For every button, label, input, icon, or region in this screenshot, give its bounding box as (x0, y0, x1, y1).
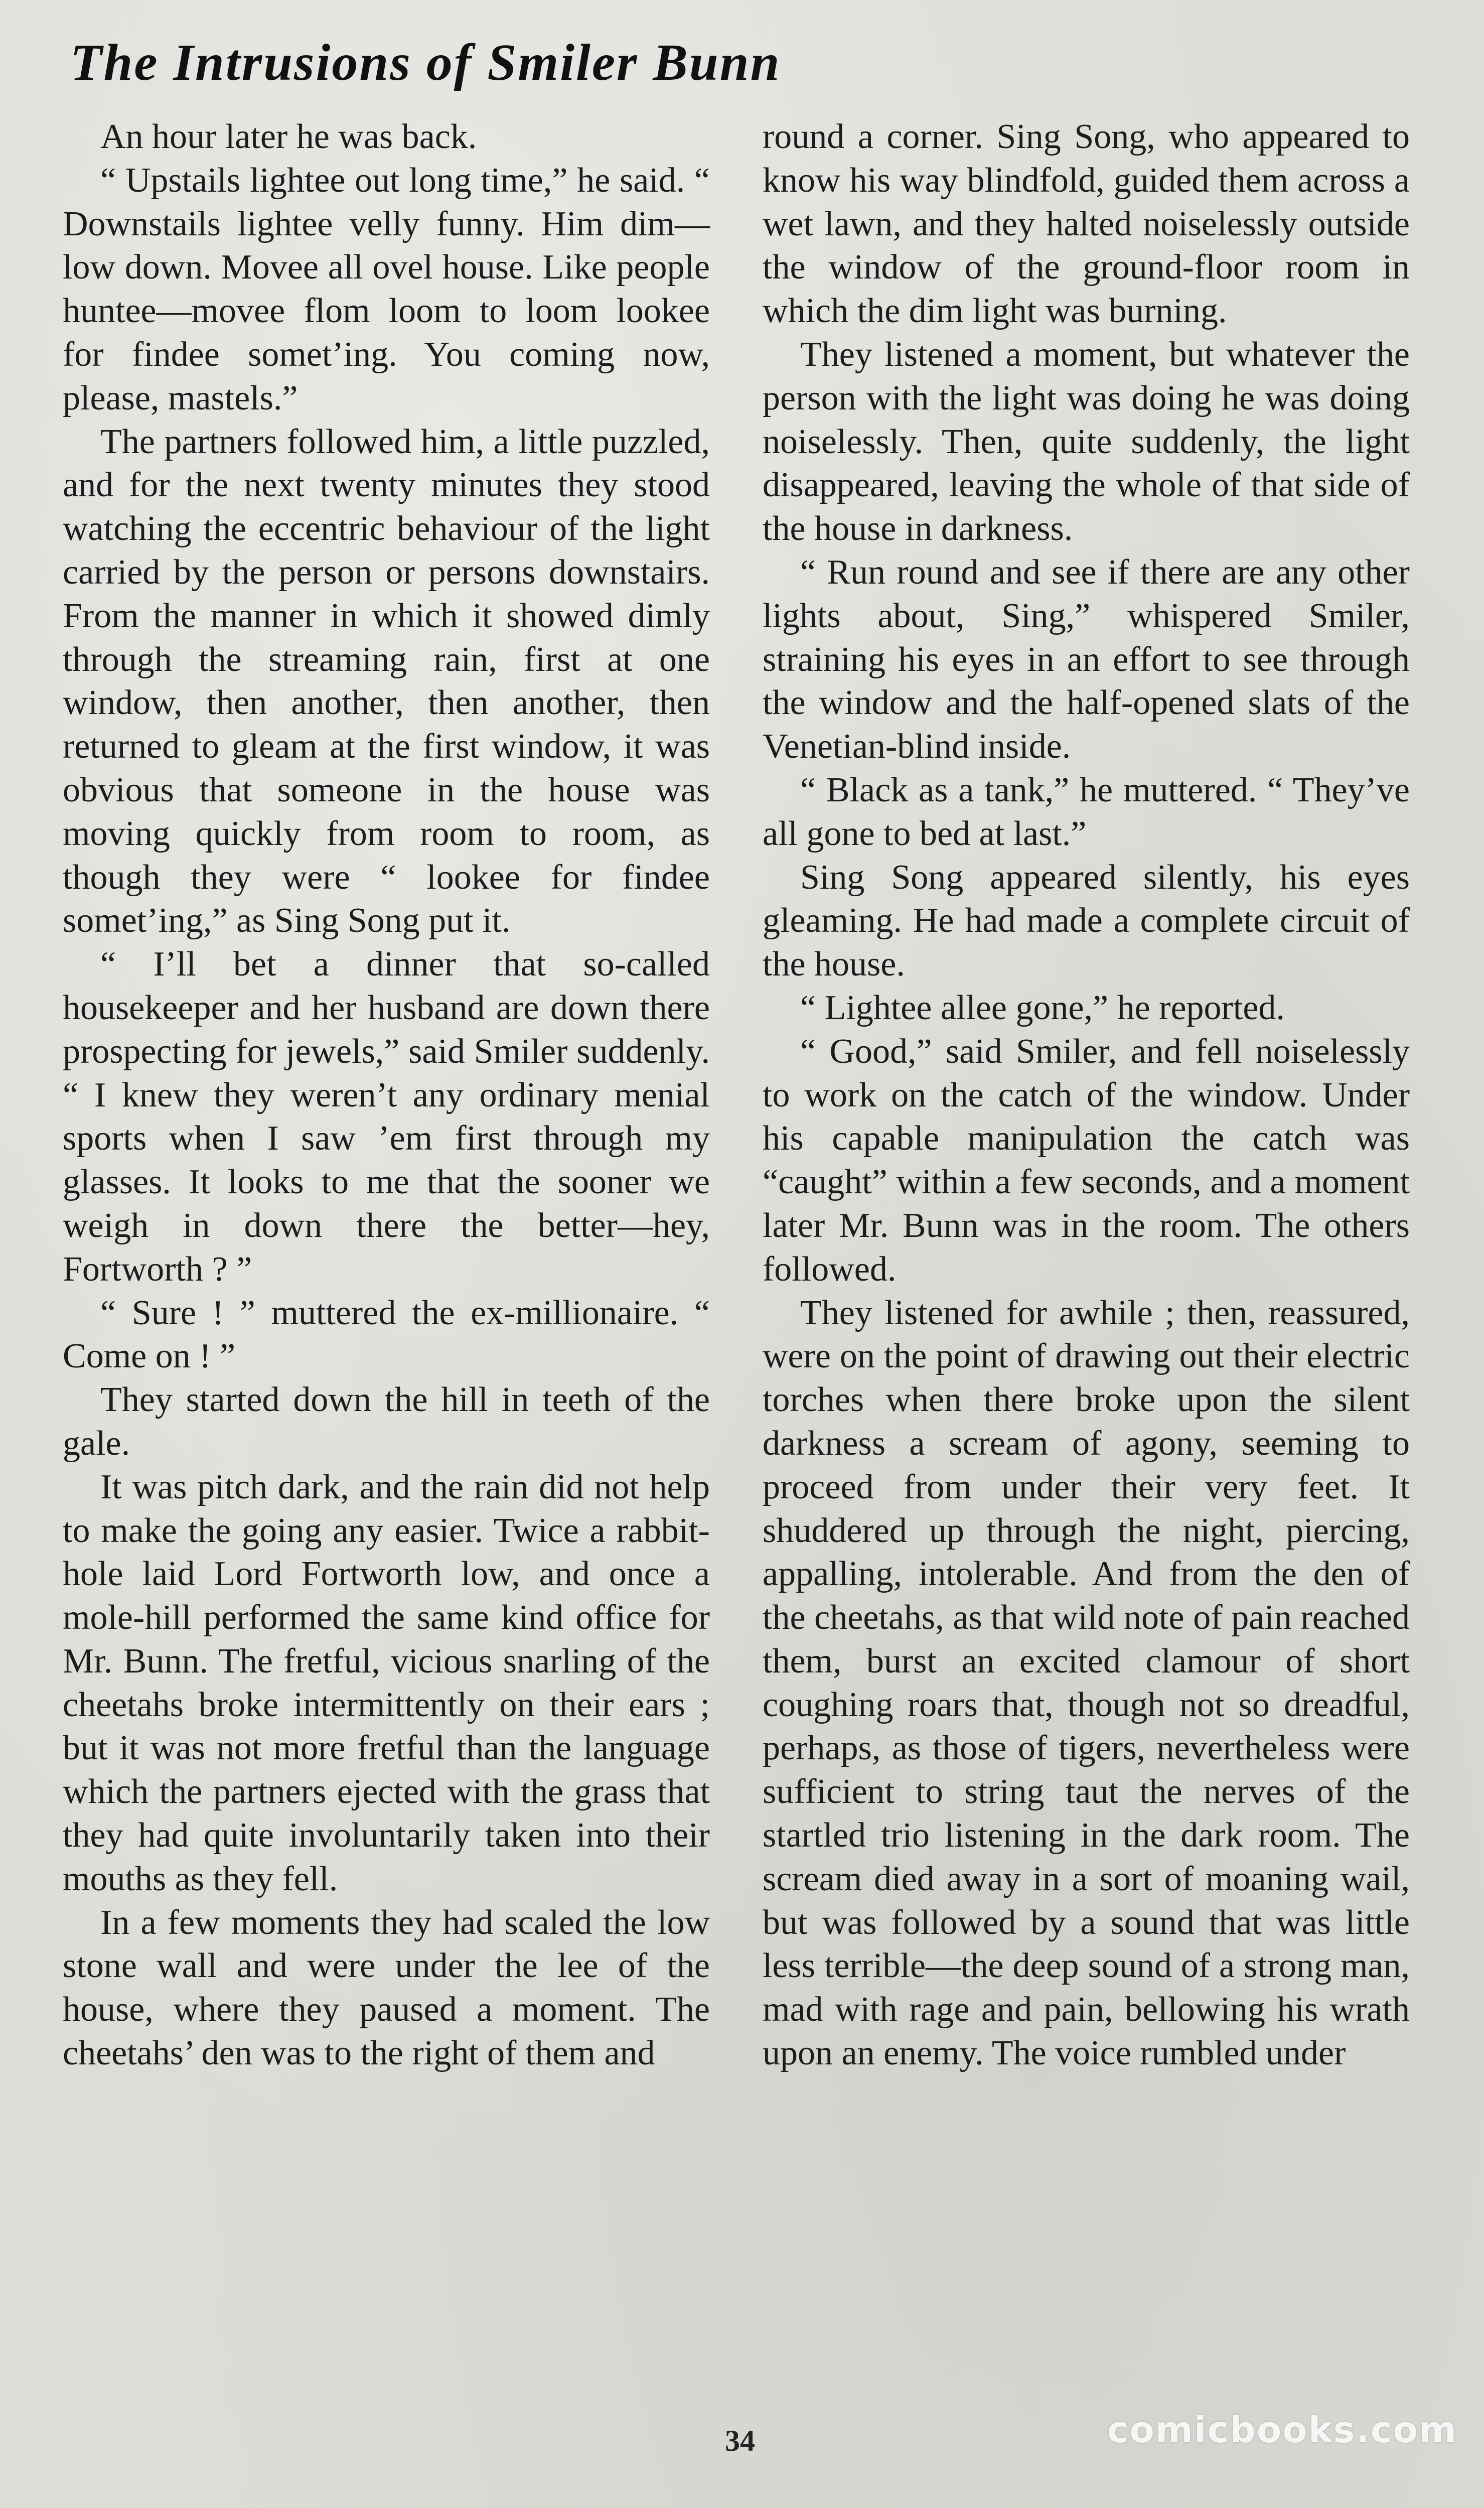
page-number: 34 (725, 2424, 755, 2457)
paragraph: “ I’ll bet a dinner that so-called housekeeper and her husband are down there prospecting for jewels,” said Smiler suddenly. “ I knew they weren’t any ordinary menial sports when I saw ’em first through my glasses. It looks to me that the sooner we weigh in down there the better—hey, Fortworth ? ” (63, 945, 710, 1289)
story-title: The Intrusions of Smiler Bunn (70, 34, 781, 91)
paragraph: “ Lightee allee gone,” he reported. (800, 988, 1285, 1027)
paragraph: They started down the hill in teeth of the gale. (63, 1380, 710, 1463)
paragraph: It was pitch dark, and the rain did not help to make the going any easier. Twice a rabbit-hole laid Lord Fortworth low, and once a mole-hill performed the same kind office for Mr. Bunn. The fretful, vicious snarling of the cheetahs broke intermittently on their ears ; but it was not more fretful than the language which the partners ejected with the grass that they had quite involuntarily taken into their mouths as they fell. (63, 1467, 710, 1898)
watermark: comicbooks.com (1107, 2409, 1457, 2451)
page-header (70, 30, 1425, 95)
right-column (763, 115, 1410, 2075)
paragraph: “ Upstails lightee out long time,” he said. “ Downstails lightee velly funny. Him dim—low down. Movee all ovel house. Like people huntee—movee flom loom to loom lookee for findee somet’ing. You coming now, please, mastels.” (63, 161, 710, 417)
paragraph: Sing Song appeared silently, his eyes gleaming. He had made a complete circuit of the house. (763, 858, 1410, 984)
paragraph: “ Sure ! ” muttered the ex-millionaire. “ Come on ! ” (63, 1293, 710, 1376)
paragraph: In a few moments they had scaled the low stone wall and were under the lee of the house, where they paused a moment. The cheetahs’ den was to the right of them and (63, 1903, 710, 2073)
paragraph: An hour later he was back. (100, 117, 477, 156)
paragraph: “ Run round and see if there are any other lights about, Sing,” whispered Smiler, straining his eyes in an effort to see through the window and the half-opened slats of the Venetian-blind inside. (763, 552, 1410, 766)
paragraph: “ Good,” said Smiler, and fell noiselessly to work on the catch of the window. Under his capable manipulation the catch was “caught” within a few seconds, and a moment later Mr. Bunn was in the room. The others followed. (763, 1032, 1410, 1289)
left-column (63, 115, 710, 2075)
paragraph: round a corner. Sing Song, who appeared to know his way blindfold, guided them across a wet lawn, and they halted noiselessly outside the window of the ground-floor room in which the dim light was burning. (763, 117, 1410, 331)
paragraph: They listened for awhile ; then, reassured, were on the point of drawing out their electric torches when there broke upon the silent darkness a scream of agony, seeming to proceed from under their very feet. It shuddered up through the night, piercing, appalling, intolerable. And from the den of the cheetahs, as that wild note of pain reached them, burst an excited clamour of short coughing roars that, though not so dreadful, perhaps, as those of tigers, nevertheless were sufficient to string taut the nerves of the startled trio listening in the dark room. The scream died away in a sort of moaning wail, but was followed by a sound that was little less terrible—the deep sound of a strong man, mad with rage and pain, bellowing his wrath upon an enemy. The voice rumbled under (763, 1293, 1410, 2073)
paragraph: The partners followed him, a little puzzled, and for the next twenty minutes they stood watching the eccentric behaviour of the light carried by the person or persons downstairs. From the manner in which it showed dimly through the streaming rain, first at one window, then another, then another, then returned to gleam at the first window, it was obvious that someone in the house was moving quickly from room to room, as though they were “ lookee for findee somet’ing,” as Sing Song put it. (63, 422, 710, 940)
paragraph: They listened a moment, but whatever the person with the light was doing he was doing noiselessly. Then, quite suddenly, the light disappeared, leaving the whole of that side of the house in darkness. (763, 335, 1410, 548)
paragraph: “ Black as a tank,” he muttered. “ They’ve all gone to bed at last.” (763, 770, 1410, 853)
